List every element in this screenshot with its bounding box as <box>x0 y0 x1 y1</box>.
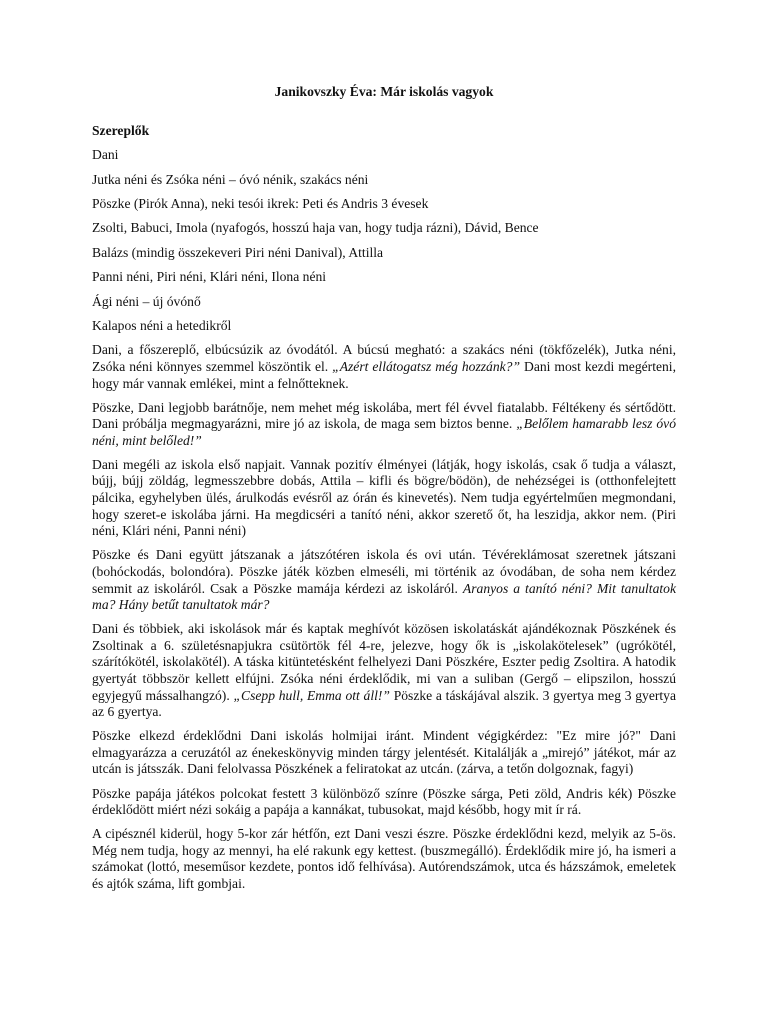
summary-paragraph <box>92 826 676 892</box>
paragraph-quote: Aranyos a tanító néni? Mit tanultatok ma? Hány betűt tanultatok már? <box>92 580 676 613</box>
summary-paragraph <box>92 621 676 721</box>
paragraph-text: Dani, a főszereplő, elbúcsúzik az óvodától. A búcsú megható: a szakács néni (tökfőzelék), Jutka néni, Zsóka néni könnyes szemmel köszöntik el. <box>92 342 676 374</box>
document-page <box>92 84 676 900</box>
cast-item: Ági néni – új óvónő <box>92 293 201 309</box>
cast-item: Balázs (mindig összekeveri Piri néni Danival), Attilla <box>92 244 384 260</box>
cast-item: Dani <box>92 147 119 163</box>
paragraph-text: Pöszke elkezd érdeklődni Dani iskolás holmijai iránt. Mindent végigkérdez: "Ez mire jó?" Dani elmagyarázza a ceruzától az énekeskönyvig minden tárgy jelentését. Kitalálják a „mirejó” játékot, már az utcán is játsszák. Dani felolvassa Pöszkének a feliratokat az utcán. (zárva, a tetőn dolgoznak, fagyi) <box>92 728 676 777</box>
paragraph-quote: „Belőlem hamarabb lesz óvó néni, mint belőled!” <box>92 416 676 448</box>
document-title: Janikovszky Éva: Már iskolás vagyok <box>274 84 494 99</box>
cast-item: Jutka néni és Zsóka néni – óvó nénik, szakács néni <box>92 171 369 187</box>
paragraph-text: Pöszke és Dani együtt játszanak a játszótéren iskola és ovi után. Tévéreklámosat szeretnek játszani (bohóckodás, bolondóra). Pöszke játék közben elmeséli, mi történik az óvodában, de soha nem kérdez semmit az iskoláról. Csak a Pöszke mamája kérdezi az iskoláról. <box>92 547 676 596</box>
summary-paragraph <box>92 457 676 540</box>
cast-item: Pöszke (Pirók Anna), neki tesói ikrek: Peti és Andris 3 évesek <box>92 195 429 211</box>
paragraph-text: A cipésznél kiderül, hogy 5-kor zár hétfőn, ezt Dani veszi észre. Pöszke érdeklődni kezd, melyik az 5-ös. Még nem tudja, hogy az mennyi, ha elé rakunk egy kettest. (buszmegálló). Érdeklődik mire jó, ha ismeri a számokat (lottó, meseműsor kezdete, pontos idő felhívása). Autórendszámok, utca és házszámok, emeletek és ajtók száma, lift gombjai. <box>92 826 676 892</box>
paragraph-text: Dani megéli az iskola első napjait. Vannak pozitív élményei (látják, hogy iskolás, csak ő tudja a választ, bújj, bújj zöldág, legmesszebbre dobás, Attila – kifli és bögre/bödön), de nehézségei is (otthonfelejtett pálcika, egyhelyben ülés, árulkodás evésről az órán és kinevetés). Nem tudja egyértelműen megmondani, hogy szeret-e iskolába járni. Ha megdicséri a tanító néni, akkor szerető őt, ha leszidja, akkor nem. (Piri néni, Klári néni, Panni néni) <box>92 456 676 539</box>
paragraph-quote: „Azért ellátogatsz még hozzánk?” <box>332 358 521 374</box>
summary-paragraph <box>92 547 676 613</box>
paragraph-text: Pöszke, Dani legjobb barátnője, nem mehet még iskolába, mert fél évvel fiatalabb. Féltékeny és sértődött. Dani próbálja megmagyarázni, mire jó az iskola, de maga sem biztos benne. <box>92 399 676 432</box>
cast-heading: Szereplők <box>92 122 150 138</box>
summary-paragraph <box>92 786 676 819</box>
cast-item: Panni néni, Piri néni, Klári néni, Ilona néni <box>92 269 327 285</box>
summary-paragraph <box>92 728 676 778</box>
paragraph-text: Dani és többiek, aki iskolások már és kaptak meghívót közösen iskolatáskát ajándékoznak Pöszkének és Zsoltinak a 6. születésnapjukra csütörtök fél 4-re, jelezve, hogy ők is „iskolakötelesek” (ugrókötél, szárítókötél, iskolakötél). A táska kitüntetésként felhelyezi Dani Pöszkére, Eszter pedig Zsoltira. A hatodik gyertyát többször kellett elfújni. Zsóka néni érdeklődik, mi van a suliban (Gergő – elipszilon, hosszú egyjegyű mássalhangzó). <box>92 621 676 703</box>
paragraph-quote: „Csepp hull, Emma ott áll!” <box>233 687 390 703</box>
paragraph-text-after: Dani most kezdi megérteni, hogy már vannak emlékei, mint a felnőtteknek. <box>92 358 676 391</box>
summary-paragraph <box>92 342 676 392</box>
summary-paragraph <box>92 400 676 450</box>
cast-item: Zsolti, Babuci, Imola (nyafogós, hosszú haja van, hogy tudja rázni), Dávid, Bence <box>92 220 539 236</box>
paragraph-text: Pöszke papája játékos polcokat festett 3 különböző színre (Pöszke sárga, Peti zöld, Andris kék) Pöszke érdeklődött miért nézi sokáig a papája a kannákat, tubusokat, majd később, hogy mit ír rá. <box>92 785 676 818</box>
paragraph-text-after: Pöszke a táskájával alszik. 3 gyertya meg 3 gyertya az 6 gyertya. <box>92 687 676 720</box>
cast-item: Kalapos néni a hetedikről <box>92 317 232 333</box>
